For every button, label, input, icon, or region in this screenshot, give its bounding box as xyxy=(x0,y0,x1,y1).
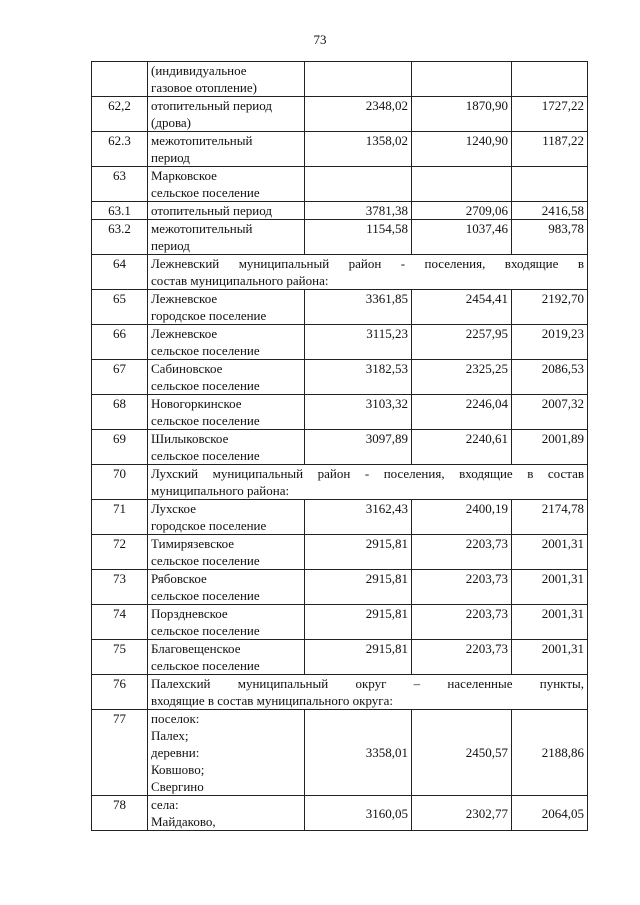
value-col-3: 2188,86 xyxy=(512,710,588,796)
value-col-3: 2174,78 xyxy=(512,500,588,535)
district-heading xyxy=(148,255,588,290)
value-col-3: 2064,05 xyxy=(512,796,588,831)
district-heading-line-1: Лухский муниципальный район - поселения, входящие в состав xyxy=(151,466,584,481)
tariff-table-body xyxy=(92,62,588,831)
table-row-heading xyxy=(92,255,588,290)
row-name: отопительный период (дрова) xyxy=(148,97,305,132)
row-name: Лежневское городское поселение xyxy=(148,290,305,325)
row-number: 77 xyxy=(92,710,148,796)
row-number: 71 xyxy=(92,500,148,535)
row-number: 69 xyxy=(92,430,148,465)
row-name: Новогоркинское сельское поселение xyxy=(148,395,305,430)
row-name: Лухское городское поселение xyxy=(148,500,305,535)
table-row xyxy=(92,167,588,202)
row-number xyxy=(92,62,148,97)
value-col-3: 2001,31 xyxy=(512,570,588,605)
table-row xyxy=(92,325,588,360)
value-col-2: 2203,73 xyxy=(412,535,512,570)
value-col-1 xyxy=(305,62,412,97)
row-number: 64 xyxy=(92,255,148,290)
district-heading xyxy=(148,465,588,500)
value-col-3: 2001,31 xyxy=(512,535,588,570)
value-col-2: 1870,90 xyxy=(412,97,512,132)
value-col-3: 2416,58 xyxy=(512,202,588,220)
value-col-2: 2203,73 xyxy=(412,570,512,605)
table-row-heading xyxy=(92,465,588,500)
district-heading-line-2: муниципального района: xyxy=(151,483,290,498)
table-row xyxy=(92,395,588,430)
row-number: 75 xyxy=(92,640,148,675)
row-name: Рябовское сельское поселение xyxy=(148,570,305,605)
table-row xyxy=(92,605,588,640)
table-row xyxy=(92,132,588,167)
row-number: 63.2 xyxy=(92,220,148,255)
value-col-3: 1187,22 xyxy=(512,132,588,167)
value-col-1: 2915,81 xyxy=(305,535,412,570)
row-name: Сабиновское сельское поселение xyxy=(148,360,305,395)
row-number: 76 xyxy=(92,675,148,710)
district-heading xyxy=(148,675,588,710)
row-name: отопительный период xyxy=(148,202,305,220)
value-col-3 xyxy=(512,62,588,97)
district-heading-line-2: состав муниципального района: xyxy=(151,273,329,288)
table-row xyxy=(92,535,588,570)
row-number: 72 xyxy=(92,535,148,570)
table-row-heading xyxy=(92,675,588,710)
value-col-1: 3160,05 xyxy=(305,796,412,831)
value-col-2: 1240,90 xyxy=(412,132,512,167)
value-col-3: 2001,31 xyxy=(512,640,588,675)
row-number: 68 xyxy=(92,395,148,430)
district-heading-line-1: Лежневский муниципальный район - поселения, входящие в xyxy=(151,256,584,271)
row-number: 70 xyxy=(92,465,148,500)
value-col-2: 2203,73 xyxy=(412,640,512,675)
row-name: Шилыковское сельское поселение xyxy=(148,430,305,465)
value-col-2 xyxy=(412,167,512,202)
row-name: Порздневское сельское поселение xyxy=(148,605,305,640)
value-col-1: 3115,23 xyxy=(305,325,412,360)
row-name: села: Майдаково, xyxy=(148,796,305,831)
table-row xyxy=(92,430,588,465)
value-col-1: 1154,58 xyxy=(305,220,412,255)
value-col-3: 2001,31 xyxy=(512,605,588,640)
table-row xyxy=(92,220,588,255)
row-number: 62.3 xyxy=(92,132,148,167)
value-col-1: 2915,81 xyxy=(305,570,412,605)
value-col-3: 2086,53 xyxy=(512,360,588,395)
table-row xyxy=(92,62,588,97)
value-col-3: 2001,89 xyxy=(512,430,588,465)
value-col-2: 2257,95 xyxy=(412,325,512,360)
value-col-3: 983,78 xyxy=(512,220,588,255)
district-heading-line-2: входящие в состав муниципального округа: xyxy=(151,693,393,708)
row-name: Тимирязевское сельское поселение xyxy=(148,535,305,570)
page-number: 73 xyxy=(313,32,327,47)
table-row xyxy=(92,500,588,535)
value-col-2: 2400,19 xyxy=(412,500,512,535)
value-col-1 xyxy=(305,167,412,202)
row-number: 67 xyxy=(92,360,148,395)
value-col-2: 2454,41 xyxy=(412,290,512,325)
value-col-3: 2192,70 xyxy=(512,290,588,325)
value-col-3: 1727,22 xyxy=(512,97,588,132)
value-col-2: 2709,06 xyxy=(412,202,512,220)
tariff-table xyxy=(91,61,588,831)
value-col-2: 2450,57 xyxy=(412,710,512,796)
value-col-3 xyxy=(512,167,588,202)
table-row xyxy=(92,640,588,675)
value-col-1: 3162,43 xyxy=(305,500,412,535)
row-name: Благовещенское сельское поселение xyxy=(148,640,305,675)
value-col-2: 2302,77 xyxy=(412,796,512,831)
table-row xyxy=(92,360,588,395)
value-col-2: 2240,61 xyxy=(412,430,512,465)
district-heading-line-1: Палехский муниципальный округ – населенные пункты, xyxy=(151,676,584,691)
row-number: 74 xyxy=(92,605,148,640)
value-col-1: 3097,89 xyxy=(305,430,412,465)
value-col-2: 2203,73 xyxy=(412,605,512,640)
row-name: поселок: Палех; деревни: Ковшово; Свергино xyxy=(148,710,305,796)
table-row xyxy=(92,202,588,220)
row-name: Марковское сельское поселение xyxy=(148,167,305,202)
table-row xyxy=(92,290,588,325)
value-col-2: 1037,46 xyxy=(412,220,512,255)
table-row xyxy=(92,570,588,605)
row-number: 62,2 xyxy=(92,97,148,132)
row-number: 63.1 xyxy=(92,202,148,220)
value-col-1: 3361,85 xyxy=(305,290,412,325)
value-col-2 xyxy=(412,62,512,97)
row-number: 78 xyxy=(92,796,148,831)
row-name: межотопительный период xyxy=(148,132,305,167)
row-number: 66 xyxy=(92,325,148,360)
row-name: (индивидуальное газовое отопление) xyxy=(148,62,305,97)
value-col-1: 2915,81 xyxy=(305,605,412,640)
row-number: 65 xyxy=(92,290,148,325)
row-number: 73 xyxy=(92,570,148,605)
value-col-1: 3781,38 xyxy=(305,202,412,220)
row-number: 63 xyxy=(92,167,148,202)
value-col-1: 1358,02 xyxy=(305,132,412,167)
table-row xyxy=(92,97,588,132)
value-col-3: 2019,23 xyxy=(512,325,588,360)
value-col-2: 2246,04 xyxy=(412,395,512,430)
table-row xyxy=(92,710,588,796)
row-name: Лежневское сельское поселение xyxy=(148,325,305,360)
value-col-1: 3103,32 xyxy=(305,395,412,430)
value-col-1: 3358,01 xyxy=(305,710,412,796)
value-col-2: 2325,25 xyxy=(412,360,512,395)
value-col-1: 2348,02 xyxy=(305,97,412,132)
value-col-1: 3182,53 xyxy=(305,360,412,395)
value-col-3: 2007,32 xyxy=(512,395,588,430)
table-row xyxy=(92,796,588,831)
value-col-1: 2915,81 xyxy=(305,640,412,675)
row-name: межотопительный период xyxy=(148,220,305,255)
